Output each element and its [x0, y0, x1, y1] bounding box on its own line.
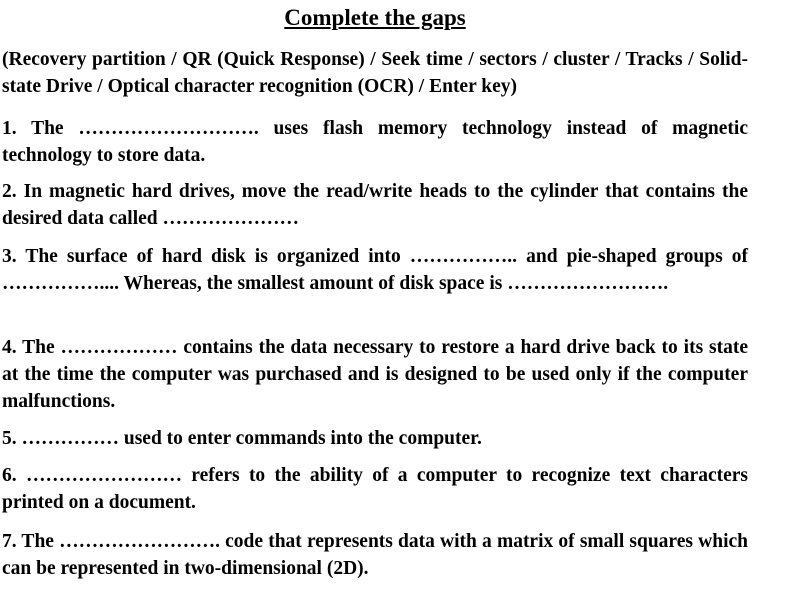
question-3: 3. The surface of hard disk is organized into …………….. and pie-shaped groups of …………….... Whereas, the smallest amount of disk space is ……………………. [2, 246, 748, 294]
question-6: 6. …………………… refers to the ability of a computer to recognize text characters printed on a document. [2, 465, 748, 513]
question-7: 7. The ……………………. code that represents data with a matrix of small squares which can be represented in two-dimensional (2D). [2, 531, 748, 579]
question-5: 5. …………… used to enter commands into the computer. [2, 428, 482, 449]
question-1: 1. The ………………………. uses flash memory technology instead of magnetic technology to store data. [2, 118, 748, 166]
question-2: 2. In magnetic hard drives, move the read/write heads to the cylinder that contains the desired data called ………………… [2, 181, 748, 229]
question-4: 4. The ……………… contains the data necessary to restore a hard drive back to its state at the time the computer was purchased and is designed to be used only if the computer malfunctions. [2, 337, 748, 412]
word-bank: (Recovery partition / QR (Quick Response) / Seek time / sectors / cluster / Tracks / Solid-state Drive / Optical character recognition (OCR) / Enter key) [2, 49, 748, 97]
page-title: Complete the gaps [284, 5, 466, 30]
